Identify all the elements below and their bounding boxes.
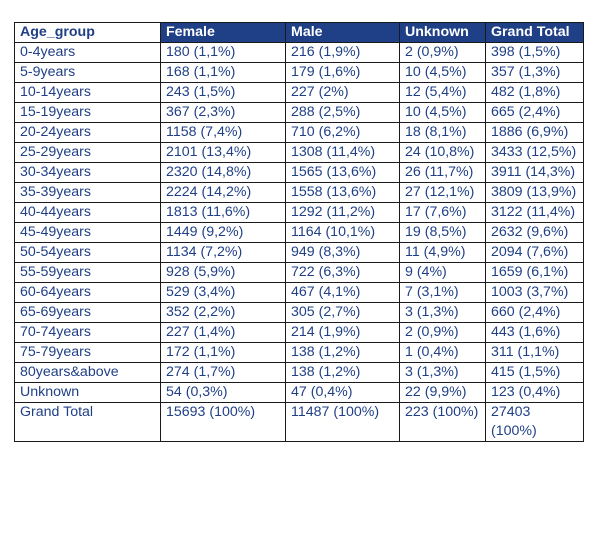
- cell-grand-total: 1659 (6,1%): [486, 263, 584, 283]
- cell-age-group: 25-29years: [15, 143, 161, 163]
- table-row: [15, 183, 584, 203]
- header-unknown: Unknown: [400, 23, 486, 43]
- cell-unknown: 17 (7,6%): [400, 203, 486, 223]
- cell-female: 172 (1,1%): [161, 343, 286, 363]
- cell-age-group: 75-79years: [15, 343, 161, 363]
- cell-unknown: 9 (4%): [400, 263, 486, 283]
- cell-female: 2320 (14,8%): [161, 163, 286, 183]
- header-age-group: Age_group: [15, 23, 161, 43]
- cell-male: 179 (1,6%): [286, 63, 400, 83]
- cell-grand-total: 398 (1,5%): [486, 43, 584, 63]
- cell-male: 214 (1,9%): [286, 323, 400, 343]
- cell-unknown: 22 (9,9%): [400, 383, 486, 403]
- cell-female: 352 (2,2%): [161, 303, 286, 323]
- cell-grand-total: 123 (0,4%): [486, 383, 584, 403]
- cell-grand-total: 3433 (12,5%): [486, 143, 584, 163]
- cell-unknown: 11 (4,9%): [400, 243, 486, 263]
- cell-female: 367 (2,3%): [161, 103, 286, 123]
- table-row: [15, 243, 584, 263]
- cell-male: 216 (1,9%): [286, 43, 400, 63]
- cell-male: 467 (4,1%): [286, 283, 400, 303]
- cell-age-group: 60-64years: [15, 283, 161, 303]
- cell-age-group: Grand Total: [15, 403, 161, 442]
- cell-grand-total: 443 (1,6%): [486, 323, 584, 343]
- cell-female: 180 (1,1%): [161, 43, 286, 63]
- cell-unknown: 10 (4,5%): [400, 103, 486, 123]
- cell-age-group: 55-59years: [15, 263, 161, 283]
- cell-unknown: 1 (0,4%): [400, 343, 486, 363]
- cell-grand-total: 660 (2,4%): [486, 303, 584, 323]
- cell-grand-total: 1003 (3,7%): [486, 283, 584, 303]
- header-row: [15, 23, 584, 43]
- cell-grand-total: 415 (1,5%): [486, 363, 584, 383]
- cell-grand-total: 2094 (7,6%): [486, 243, 584, 263]
- cell-male: 722 (6,3%): [286, 263, 400, 283]
- cell-age-group: 15-19years: [15, 103, 161, 123]
- cell-female: 529 (3,4%): [161, 283, 286, 303]
- cell-female: 227 (1,4%): [161, 323, 286, 343]
- cell-unknown: 7 (3,1%): [400, 283, 486, 303]
- table-row: [15, 103, 584, 123]
- table-row: [15, 363, 584, 383]
- cell-male: 1558 (13,6%): [286, 183, 400, 203]
- cell-unknown: 3 (1,3%): [400, 363, 486, 383]
- cell-unknown: 26 (11,7%): [400, 163, 486, 183]
- cell-male: 305 (2,7%): [286, 303, 400, 323]
- age-gender-table: [14, 22, 584, 442]
- cell-female: 15693 (100%): [161, 403, 286, 442]
- cell-age-group: 0-4years: [15, 43, 161, 63]
- table-row: [15, 223, 584, 243]
- cell-grand-total: 3122 (11,4%): [486, 203, 584, 223]
- header-female: Female: [161, 23, 286, 43]
- table-row: [15, 143, 584, 163]
- cell-age-group: 65-69years: [15, 303, 161, 323]
- cell-male: 227 (2%): [286, 83, 400, 103]
- cell-female: 243 (1,5%): [161, 83, 286, 103]
- cell-grand-total: 665 (2,4%): [486, 103, 584, 123]
- cell-age-group: Unknown: [15, 383, 161, 403]
- header-grand-total: Grand Total: [486, 23, 584, 43]
- cell-female: 1449 (9,2%): [161, 223, 286, 243]
- cell-unknown: 2 (0,9%): [400, 323, 486, 343]
- cell-female: 928 (5,9%): [161, 263, 286, 283]
- cell-unknown: 27 (12,1%): [400, 183, 486, 203]
- cell-age-group: 35-39years: [15, 183, 161, 203]
- cell-unknown: 18 (8,1%): [400, 123, 486, 143]
- table-row: [15, 323, 584, 343]
- table-row: [15, 383, 584, 403]
- cell-female: 1134 (7,2%): [161, 243, 286, 263]
- cell-age-group: 5-9years: [15, 63, 161, 83]
- cell-male: 710 (6,2%): [286, 123, 400, 143]
- cell-unknown: 12 (5,4%): [400, 83, 486, 103]
- cell-age-group: 70-74years: [15, 323, 161, 343]
- cell-unknown: 223 (100%): [400, 403, 486, 442]
- cell-grand-total: 311 (1,1%): [486, 343, 584, 363]
- cell-grand-total: 357 (1,3%): [486, 63, 584, 83]
- cell-unknown: 24 (10,8%): [400, 143, 486, 163]
- cell-male: 138 (1,2%): [286, 343, 400, 363]
- table-row: [15, 343, 584, 363]
- cell-age-group: 20-24years: [15, 123, 161, 143]
- table-row: [15, 263, 584, 283]
- cell-grand-total: 3809 (13,9%): [486, 183, 584, 203]
- table-row: [15, 163, 584, 183]
- table-row: [15, 123, 584, 143]
- cell-female: 54 (0,3%): [161, 383, 286, 403]
- cell-male: 949 (8,3%): [286, 243, 400, 263]
- header-male: Male: [286, 23, 400, 43]
- cell-age-group: 50-54years: [15, 243, 161, 263]
- cell-female: 168 (1,1%): [161, 63, 286, 83]
- table-row: [15, 283, 584, 303]
- cell-grand-total: 482 (1,8%): [486, 83, 584, 103]
- cell-male: 11487 (100%): [286, 403, 400, 442]
- cell-female: 1813 (11,6%): [161, 203, 286, 223]
- cell-male: 1565 (13,6%): [286, 163, 400, 183]
- cell-unknown: 10 (4,5%): [400, 63, 486, 83]
- cell-female: 2101 (13,4%): [161, 143, 286, 163]
- cell-unknown: 3 (1,3%): [400, 303, 486, 323]
- cell-male: 138 (1,2%): [286, 363, 400, 383]
- table-row: [15, 43, 584, 63]
- cell-age-group: 10-14years: [15, 83, 161, 103]
- cell-grand-total: 27403 (100%): [486, 403, 584, 442]
- cell-female: 1158 (7,4%): [161, 123, 286, 143]
- cell-grand-total: 2632 (9,6%): [486, 223, 584, 243]
- cell-male: 47 (0,4%): [286, 383, 400, 403]
- cell-female: 2224 (14,2%): [161, 183, 286, 203]
- cell-female: 274 (1,7%): [161, 363, 286, 383]
- cell-grand-total: 1886 (6,9%): [486, 123, 584, 143]
- cell-male: 288 (2,5%): [286, 103, 400, 123]
- table-row: [15, 83, 584, 103]
- cell-age-group: 40-44years: [15, 203, 161, 223]
- cell-male: 1164 (10,1%): [286, 223, 400, 243]
- cell-unknown: 19 (8,5%): [400, 223, 486, 243]
- table-row: [15, 203, 584, 223]
- table-row: [15, 63, 584, 83]
- table-row: [15, 303, 584, 323]
- cell-age-group: 45-49years: [15, 223, 161, 243]
- grand-total-row: [15, 403, 584, 442]
- cell-grand-total: 3911 (14,3%): [486, 163, 584, 183]
- cell-age-group: 30-34years: [15, 163, 161, 183]
- cell-unknown: 2 (0,9%): [400, 43, 486, 63]
- cell-male: 1308 (11,4%): [286, 143, 400, 163]
- cell-age-group: 80years&above: [15, 363, 161, 383]
- cell-male: 1292 (11,2%): [286, 203, 400, 223]
